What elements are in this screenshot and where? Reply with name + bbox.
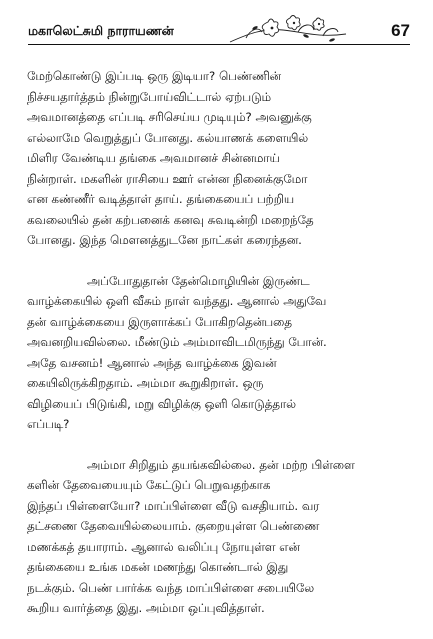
text-line: அவனறியவில்லை. மீண்டும் அம்மாவிடமிருந்து போன். xyxy=(27,335,327,349)
text-line: நடக்கும். பெண் பார்க்க வந்த மாப்பிள்ளை சபையிலே xyxy=(27,580,315,595)
text-line: கவலையில் தன் கற்பனைக் கனவு சுவடின்றி மறைந்தே xyxy=(27,212,314,227)
text-line: அம்மா சிறிதும் தயங்கவில்லை. தன் மற்ற பிள்ளை xyxy=(87,457,355,472)
text-line: வாழ்க்கையில் ஒளி வீசும் நாள் வந்தது. ஆனால் அதுவே xyxy=(27,294,327,308)
text-line: நின்றாள். மகளின் ராசியை ஊர் என்ன நினைக்குமோ xyxy=(27,171,308,186)
running-title: மகாலெட்சுமி நாராயணன் xyxy=(28,23,174,38)
text-line: என கண்ணீர் வடித்தாள் தாய். தங்கையைப் பற்றிய xyxy=(27,192,294,206)
text-line: நிச்சயதார்த்தம் நின்றுபோய்விட்டால் ஏற்படும் xyxy=(27,89,271,104)
text-line: தன் வாழ்க்கையை இருளாக்கப் போகிறதென்பதை xyxy=(27,314,292,329)
paragraph-3 xyxy=(27,455,411,619)
text-line: களின் தேவையையும் கேட்டுப் பெறுவதற்காக xyxy=(27,478,271,492)
text-line: அதே வசனம்! ஆனால் அந்த வாழ்க்கை இவன் xyxy=(27,355,277,370)
text-line: இந்தப் பிள்ளையோ? மாப்பிள்ளை வீடு வசதியாம். வர xyxy=(27,498,320,513)
text-line: கையிலிருக்கிறதாம். அம்மா கூறுகிறாள். ஒரு xyxy=(27,376,264,390)
paragraph-2 xyxy=(27,271,411,435)
page-header xyxy=(28,14,410,50)
text-line: அப்போதுதான் தேன்மொழியின் இருண்ட xyxy=(87,273,310,288)
paragraph-1 xyxy=(27,66,411,251)
page-number: 67 xyxy=(391,21,410,40)
text-line: மிளிர வேண்டிய தங்கை அவமானச் சின்னமாய் xyxy=(27,151,280,165)
text-line: எல்லாமே வெறுத்துப் போனது. கல்யாணக் களையில் xyxy=(27,130,309,145)
text-line: கூறிய வார்த்தை இது. அம்மா ஒப்புவித்தாள். xyxy=(27,601,265,615)
text-line: எப்படி? xyxy=(27,417,70,431)
text-line: விழியைப் பிடுங்கி, மறு விழிக்கு ஒளி கொடுத்தால் xyxy=(27,396,296,411)
text-line: போனது. இந்த மௌனத்துடனே நாட்கள் கரைந்தன. xyxy=(27,233,302,247)
text-line: மேற்கொண்டு இப்படி ஒரு இடியா? பெண்ணின் xyxy=(27,69,281,83)
text-line: தட்சணை தேவையில்லையாம். குறையுள்ள பெண்ணை xyxy=(27,519,320,533)
text-line: மணக்கத் தயாராம். ஆனால் வலிப்பு நோயுள்ள என் xyxy=(27,539,300,554)
floral-ornament-icon xyxy=(228,14,348,48)
page-body xyxy=(27,66,411,639)
header-divider xyxy=(28,44,410,45)
text-line: தங்கையை உங்க மகன் மணந்து கொண்டால் இது xyxy=(27,560,289,574)
text-line: அவமானத்தை எப்படி சரிசெய்ய முடியும்? அவனுக்கு xyxy=(27,110,312,124)
